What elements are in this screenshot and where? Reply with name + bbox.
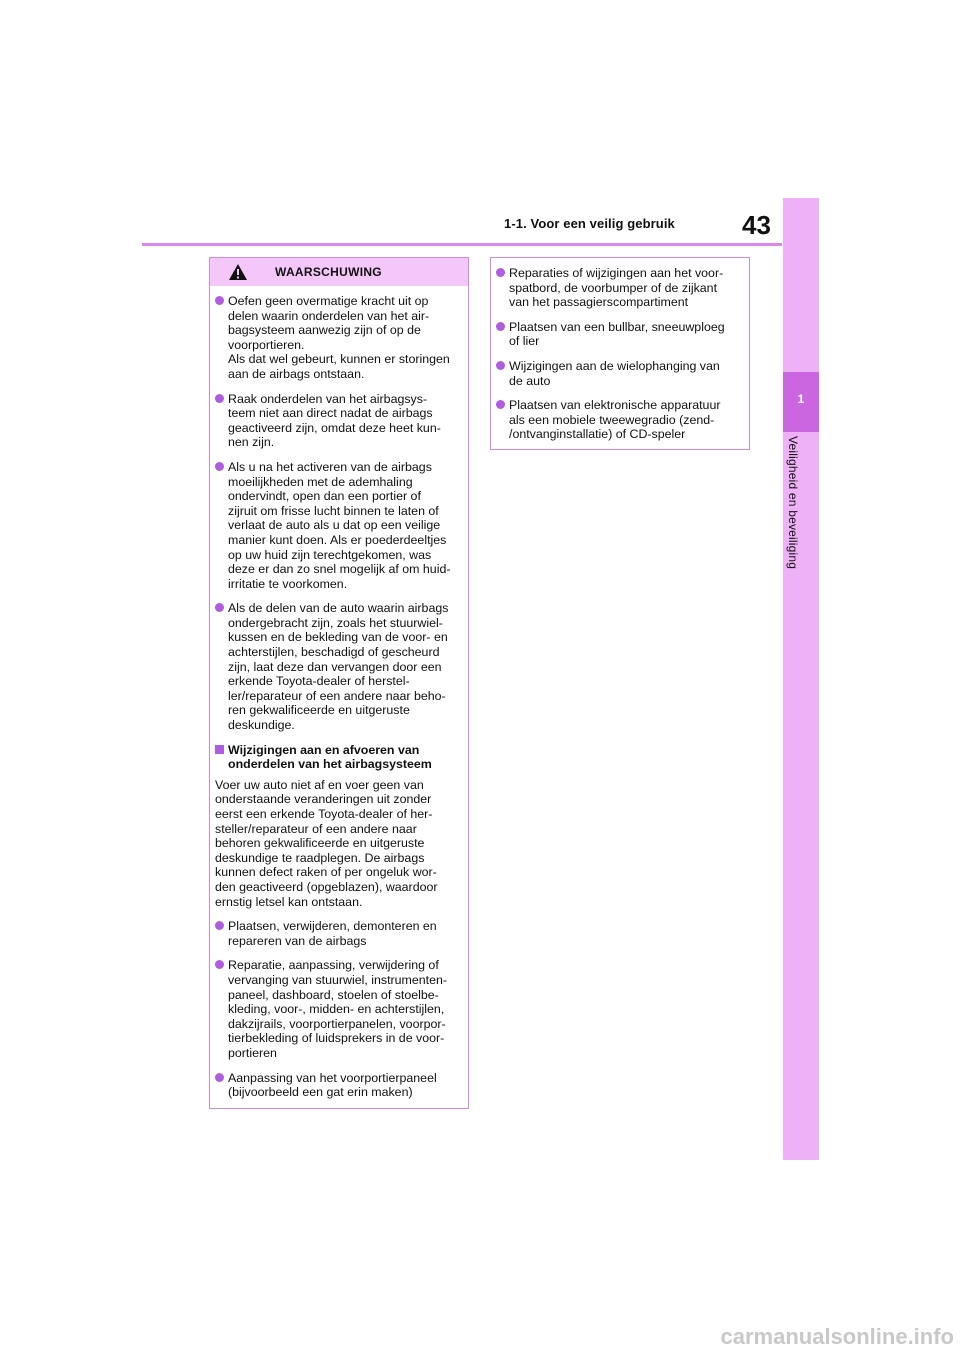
chapter-label: Veiligheid en beveiliging xyxy=(786,436,800,570)
circle-bullet-icon xyxy=(496,268,505,277)
page-number: 43 xyxy=(742,210,771,240)
circle-bullet-icon xyxy=(496,322,505,331)
warning-triangle-icon xyxy=(228,263,248,281)
circle-bullet-icon xyxy=(215,921,224,930)
list-item-text: Aanpassing van het voorportierpaneel (bijvoorbeeld een gat erin maken) xyxy=(228,1070,437,1100)
section-subheading xyxy=(215,743,461,772)
circle-bullet-icon xyxy=(215,296,224,305)
circle-bullet-icon xyxy=(215,1073,224,1082)
circle-bullet-icon xyxy=(496,400,505,409)
square-bullet-icon xyxy=(215,745,224,754)
chapter-side-tab xyxy=(783,198,819,1160)
subheading-text: Wijzigingen aan en afvoeren van onderdelen van het airbagsysteem xyxy=(228,742,432,772)
list-item xyxy=(496,320,742,349)
list-item xyxy=(496,359,742,388)
watermark: carmanualsonline.info xyxy=(720,1324,954,1349)
list-item-text: Reparaties of wijzigingen aan het voor- spatbord, de voorbumper of de zijkant van het passagierscompartiment xyxy=(509,266,724,310)
header-divider xyxy=(142,243,782,246)
list-item xyxy=(215,460,461,591)
list-item xyxy=(496,398,742,442)
warning-title: WAARSCHUWING xyxy=(275,265,382,279)
chapter-number: 1 xyxy=(797,392,805,406)
continued-warning-box xyxy=(490,257,750,450)
circle-bullet-icon xyxy=(215,462,224,471)
list-item-text: Als de delen van de auto waarin airbags ondergebracht zijn, zoals het stuurwiel- kussen en de bekleding van de voor- en achterstijlen, beschadigd of gescheurd zijn, laat deze dan vervangen door een erkende Toyota-dealer of herstel- ler/reparateur of een andere naar beho- ren gekwalificeerde en uitgeruste deskundige. xyxy=(228,601,449,733)
list-item-text: Plaatsen van een bullbar, sneeuwploeg of lier xyxy=(509,319,725,349)
list-item xyxy=(496,266,742,310)
page-header-title: 1-1. Voor een veilig gebruik xyxy=(504,216,675,231)
circle-bullet-icon xyxy=(215,960,224,969)
list-item xyxy=(215,294,461,382)
list-item xyxy=(215,1071,461,1100)
circle-bullet-icon xyxy=(215,603,224,612)
circle-bullet-icon xyxy=(496,361,505,370)
list-item-text: Plaatsen, verwijderen, demonteren en repareren van de airbags xyxy=(228,919,437,948)
warning-header xyxy=(210,258,468,286)
list-item xyxy=(215,392,461,450)
list-item-text: Reparatie, aanpassing, verwijdering of vervanging van stuurwiel, instrumenten- paneel, dashboard, stoelen of stoelbe- kleding, voor-, midden- en achterstijlen, dakzijrails, voorportierpanelen, voorpor- tierbekleding of luidsprekers in de voor- portieren xyxy=(228,958,448,1060)
warning-box xyxy=(209,257,469,1109)
list-item-text: Oefen geen overmatige kracht uit op delen waarin onderdelen van het air- bagsysteem aanwezig zijn of op de voorportieren. Als dat wel gebeurt, kunnen er storingen aan de airbags ontstaan. xyxy=(228,294,450,381)
circle-bullet-icon xyxy=(215,394,224,403)
list-item-text: Wijzigingen aan de wielophanging van de auto xyxy=(509,358,720,388)
list-item-text: Plaatsen van elektronische apparatuur als een mobiele tweewegradio (zend- /ontvanginstallatie) of CD-speler xyxy=(509,398,721,442)
section-paragraph: Voer uw auto niet af en voer geen van onderstaande veranderingen uit zonder eerst een erkende Toyota-dealer of her- steller/reparateur of een andere naar behoren gekwalificeerde en uitgeruste deskundige te raadplegen. De airbags kunnen defect raken of per ongeluk wor- den geactiveerd (opgeblazen), waardoor ernstig letsel kan ontstaan. xyxy=(215,777,438,909)
list-item-text: Als u na het activeren van de airbags moeilijkheden met de ademhaling ondervindt, open dan een portier of zijruit om frisse lucht binnen te laten of verlaat de auto als u dat op een veilige manier kunt doen. Als er poederdeeltjes op uw huid zijn terechtgekomen, was deze er dan zo snel mogelijk af om huid- irritatie te voorkomen. xyxy=(228,459,451,591)
list-item xyxy=(215,919,461,948)
list-item-text: Raak onderdelen van het airbagsys- teem niet aan direct nadat de airbags geactiveerd zijn, omdat deze heet kun- nen zijn. xyxy=(228,391,441,450)
list-item xyxy=(215,958,461,1060)
list-item xyxy=(215,601,461,732)
